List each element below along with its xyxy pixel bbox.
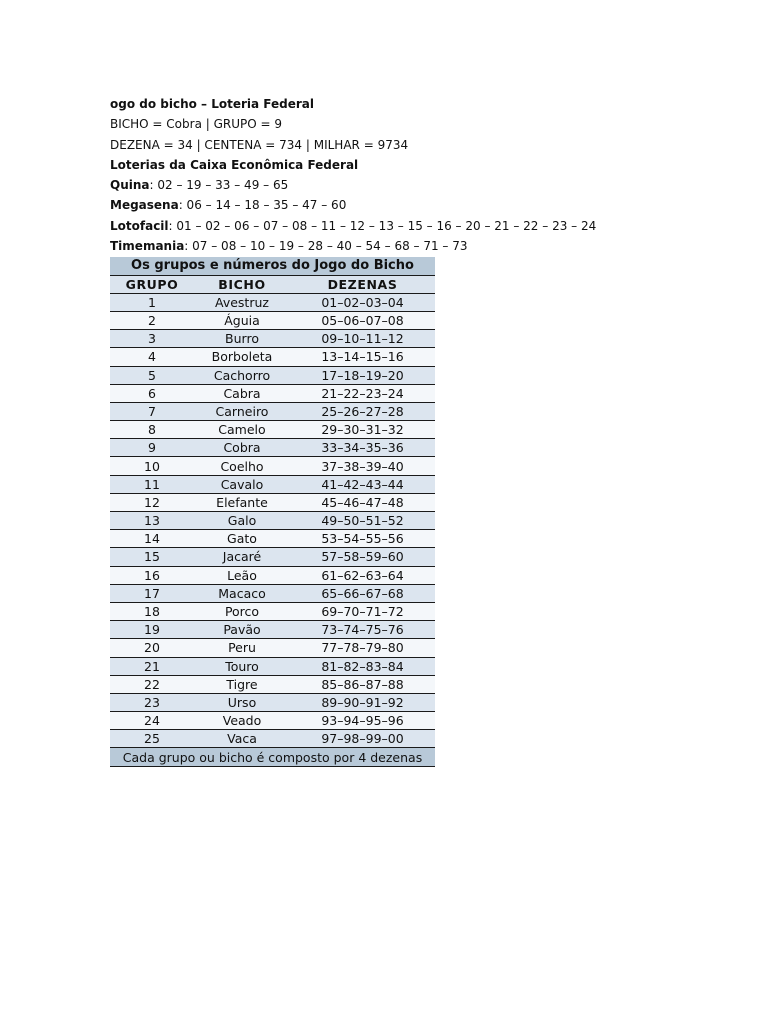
table-row: [110, 530, 435, 548]
cell-bicho: Macaco: [194, 584, 290, 602]
cell-dezenas: 29–30–31–32: [290, 421, 435, 439]
cell-grupo: 17: [110, 584, 194, 602]
cell-dezenas: 93–94–95–96: [290, 712, 435, 730]
column-header-bicho: BICHO: [194, 275, 290, 293]
table-row: [110, 311, 435, 329]
cell-bicho: Peru: [194, 639, 290, 657]
cell-bicho: Gato: [194, 530, 290, 548]
cell-bicho: Águia: [194, 311, 290, 329]
cell-dezenas: 89–90–91–92: [290, 693, 435, 711]
table-row: [110, 639, 435, 657]
bicho-table: [110, 257, 435, 766]
dezena-centena-milhar-line: DEZENA = 34 | CENTENA = 734 | MILHAR = 9734: [110, 137, 409, 152]
cell-grupo: 13: [110, 512, 194, 530]
table-title-row: [110, 257, 435, 275]
cell-bicho: Coelho: [194, 457, 290, 475]
table-row: [110, 693, 435, 711]
cell-dezenas: 61–62–63–64: [290, 566, 435, 584]
cell-grupo: 25: [110, 730, 194, 748]
cell-dezenas: 13–14–15–16: [290, 348, 435, 366]
cell-grupo: 18: [110, 602, 194, 620]
cell-grupo: 4: [110, 348, 194, 366]
table-row: [110, 330, 435, 348]
cell-dezenas: 41–42–43–44: [290, 475, 435, 493]
result-lotofacil: [110, 216, 596, 236]
table-row: [110, 493, 435, 511]
result-numbers: : 07 – 08 – 10 – 19 – 28 – 40 – 54 – 68 – 71 – 73: [184, 239, 468, 254]
cell-grupo: 24: [110, 712, 194, 730]
column-header-grupo: GRUPO: [110, 275, 194, 293]
cell-dezenas: 05–06–07–08: [290, 311, 435, 329]
cell-dezenas: 65–66–67–68: [290, 584, 435, 602]
cell-grupo: 6: [110, 384, 194, 402]
cell-grupo: 1: [110, 293, 194, 311]
table-row: [110, 366, 435, 384]
table-row: [110, 402, 435, 420]
cell-dezenas: 45–46–47–48: [290, 493, 435, 511]
cell-dezenas: 69–70–71–72: [290, 602, 435, 620]
table-row: [110, 293, 435, 311]
table-row: [110, 675, 435, 693]
table-row: [110, 457, 435, 475]
cell-dezenas: 37–38–39–40: [290, 457, 435, 475]
cell-bicho: Camelo: [194, 421, 290, 439]
cell-grupo: 15: [110, 548, 194, 566]
table-title: Os grupos e números do Jogo do Bicho: [110, 257, 435, 275]
caixa-subtitle: Loterias da Caixa Econômica Federal: [110, 157, 359, 172]
cell-bicho: Veado: [194, 712, 290, 730]
result-megasena: [110, 195, 596, 215]
cell-bicho: Cobra: [194, 439, 290, 457]
cell-grupo: 14: [110, 530, 194, 548]
document-title: ogo do bicho – Loteria Federal: [110, 97, 315, 111]
cell-dezenas: 77–78–79–80: [290, 639, 435, 657]
cell-dezenas: 85–86–87–88: [290, 675, 435, 693]
cell-grupo: 23: [110, 693, 194, 711]
cell-grupo: 5: [110, 366, 194, 384]
result-quina: [110, 175, 596, 195]
cell-dezenas: 17–18–19–20: [290, 366, 435, 384]
cell-grupo: 7: [110, 402, 194, 420]
cell-bicho: Elefante: [194, 493, 290, 511]
result-timemania: [110, 236, 596, 256]
cell-grupo: 12: [110, 493, 194, 511]
result-name: Lotofacil: [110, 218, 169, 233]
cell-dezenas: 73–74–75–76: [290, 621, 435, 639]
cell-bicho: Tigre: [194, 675, 290, 693]
cell-bicho: Porco: [194, 602, 290, 620]
cell-bicho: Carneiro: [194, 402, 290, 420]
bicho-grupo-line: BICHO = Cobra | GRUPO = 9: [110, 117, 283, 132]
cell-bicho: Borboleta: [194, 348, 290, 366]
cell-dezenas: 25–26–27–28: [290, 402, 435, 420]
cell-bicho: Galo: [194, 512, 290, 530]
cell-grupo: 22: [110, 675, 194, 693]
result-name: Quina: [110, 178, 150, 193]
cell-dezenas: 09–10–11–12: [290, 330, 435, 348]
result-name: Timemania: [110, 239, 185, 254]
table-row: [110, 348, 435, 366]
cell-grupo: 3: [110, 330, 194, 348]
cell-dezenas: 57–58–59–60: [290, 548, 435, 566]
cell-dezenas: 53–54–55–56: [290, 530, 435, 548]
cell-bicho: Cachorro: [194, 366, 290, 384]
table-row: [110, 657, 435, 675]
cell-dezenas: 21–22–23–24: [290, 384, 435, 402]
table-row: [110, 712, 435, 730]
cell-grupo: 20: [110, 639, 194, 657]
table-footer-row: [110, 748, 435, 766]
cell-bicho: Urso: [194, 693, 290, 711]
cell-grupo: 16: [110, 566, 194, 584]
cell-grupo: 10: [110, 457, 194, 475]
table-row: [110, 384, 435, 402]
cell-bicho: Pavão: [194, 621, 290, 639]
table-row: [110, 621, 435, 639]
cell-bicho: Avestruz: [194, 293, 290, 311]
table-body: [110, 293, 435, 748]
cell-grupo: 11: [110, 475, 194, 493]
cell-bicho: Vaca: [194, 730, 290, 748]
cell-grupo: 2: [110, 311, 194, 329]
document-page: [110, 94, 596, 767]
table-footer-note: Cada grupo ou bicho é composto por 4 dezenas: [110, 748, 435, 766]
cell-bicho: Touro: [194, 657, 290, 675]
table-row: [110, 475, 435, 493]
result-numbers: : 01 – 02 – 06 – 07 – 08 – 11 – 12 – 13 – 15 – 16 – 20 – 21 – 22 – 23 – 24: [168, 218, 597, 233]
cell-grupo: 9: [110, 439, 194, 457]
cell-grupo: 8: [110, 421, 194, 439]
result-numbers: : 06 – 14 – 18 – 35 – 47 – 60: [178, 198, 347, 213]
cell-dezenas: 33–34–35–36: [290, 439, 435, 457]
cell-dezenas: 81–82–83–84: [290, 657, 435, 675]
cell-bicho: Leão: [194, 566, 290, 584]
table-row: [110, 439, 435, 457]
cell-dezenas: 01–02–03–04: [290, 293, 435, 311]
cell-dezenas: 97–98–99–00: [290, 730, 435, 748]
table-row: [110, 602, 435, 620]
cell-dezenas: 49–50–51–52: [290, 512, 435, 530]
column-header-dezenas: DEZENAS: [290, 275, 435, 293]
cell-bicho: Jacaré: [194, 548, 290, 566]
table-row: [110, 730, 435, 748]
cell-bicho: Burro: [194, 330, 290, 348]
cell-bicho: Cabra: [194, 384, 290, 402]
table-row: [110, 584, 435, 602]
cell-grupo: 19: [110, 621, 194, 639]
table-row: [110, 512, 435, 530]
result-numbers: : 02 – 19 – 33 – 49 – 65: [149, 178, 289, 193]
cell-bicho: Cavalo: [194, 475, 290, 493]
table-header-row: [110, 275, 435, 293]
table-row: [110, 548, 435, 566]
cell-grupo: 21: [110, 657, 194, 675]
table-row: [110, 421, 435, 439]
result-name: Megasena: [110, 198, 179, 213]
table-row: [110, 566, 435, 584]
